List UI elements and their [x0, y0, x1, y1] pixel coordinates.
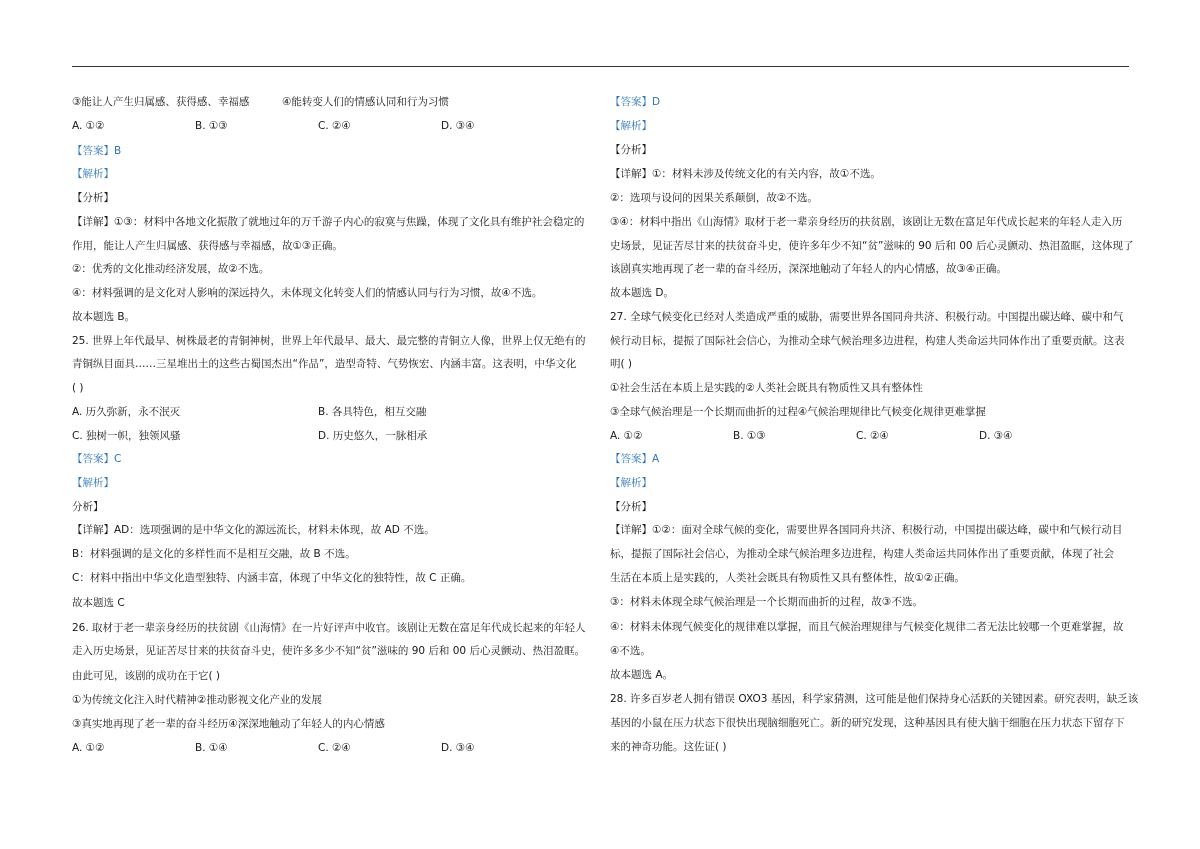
q27-stem-1: 27. 全球气候变化已经对人类造成严重的威胁，需要世界各国同舟共济、积极行动。中国提出碳达峰、碳中和气: [610, 311, 1124, 323]
q25-detail-1: 【详解】AD：选项强调的是中华文化的源远流长，材料未体现，故 AD 不选。: [72, 524, 435, 536]
q24-detail-3: ②：优秀的文化推动经济发展，故②不选。: [72, 263, 270, 275]
q27-detail-4: ③：材料未体现全球气候治理是一个长期而曲折的过程，故③不选。: [610, 596, 923, 608]
q28-stem-2: 基因的小鼠在压力状态下很快出现脑细胞死亡。新的研究发现，这种基因具有使大脑干细胞在压力状态下留存下: [610, 717, 1125, 729]
q24-detail-2: 作用，能让人产生归属感、获得感与幸福感，故①③正确。: [72, 240, 343, 252]
q27-analysis-tag: 【解析】: [610, 477, 652, 489]
q24-detail-4: ④：材料强调的是文化对人影响的深远持久，未体现文化转变人们的情感认同与行为习惯，故④不选。: [72, 287, 543, 299]
q26-final: 故本题选 D。: [610, 287, 674, 299]
q24-analysis-tag: 【解析】: [72, 168, 114, 180]
header-rule: [72, 66, 1129, 67]
q24-option-4: ④能转变人们的情感认同和行为习惯: [282, 96, 449, 108]
q25-fenxi: 分析】: [72, 501, 104, 513]
q27-answer: 【答案】A: [610, 453, 660, 465]
q25-choice-a: A. 历久弥新，永不泯灭: [72, 406, 181, 418]
q24-final: 故本题选 B。: [72, 311, 136, 323]
q28-stem-1: 28. 许多百岁老人拥有错误 OXO3 基因，科学家猜测，这可能是他们保持身心活跃的关键因素。研究表明，缺乏该: [610, 693, 1139, 705]
q25-choice-d: D. 历史悠久，一脉相承: [318, 430, 428, 442]
q26-detail-3: ③④：材料中指出《山海情》取材于老一辈亲身经历的扶贫剧，该剧让无数在富足年代成长起来的年轻人走入历: [610, 216, 1123, 228]
q26-analysis-tag: 【解析】: [610, 120, 652, 132]
q26-detail-2: ②：选项与设问的因果关系颠倒，故②不选。: [610, 192, 818, 204]
q26-fenxi: 【分析】: [610, 144, 652, 156]
q26-choice-a: A. ①②: [72, 742, 105, 754]
q27-option-2: ③全球气候治理是一个长期而曲折的过程④气候治理规律比气候变化规律更难掌握: [610, 406, 986, 418]
q27-stem-2: 候行动目标，提振了国际社会信心，为推动全球气候治理多边进程，构建人类命运共同体作出了重要贡献。这表: [610, 335, 1125, 347]
q28-stem-3: 来的神奇功能。这佐证( ): [610, 741, 727, 753]
q27-detail-3: 生活在本质上是实践的，人类社会既具有物质性又具有整体性，故①②正确。: [610, 572, 965, 584]
q25-detail-3: C：材料中指出中华文化造型独特、内涵丰富，体现了中华文化的独特性，故 C 正确。: [72, 572, 472, 584]
q26-option-2: ③真实地再现了老一辈的奋斗经历④深深地触动了年轻人的内心情感: [72, 718, 385, 730]
q25-choice-b: B. 各具特色，相互交融: [318, 406, 427, 418]
q24-choice-b: B. ①③: [195, 120, 228, 132]
q25-stem-1: 25. 世界上年代最早、树株最老的青铜神树，世界上年代最早、最大、最完整的青铜立人像，世界上仅无绝有的: [72, 335, 586, 347]
q26-stem-3: 由此可见，该剧的成功在于它( ): [72, 670, 221, 682]
q27-detail-5: ④：材料未体现气候变化的规律难以掌握，而且气候治理规律与气候变化规律二者无法比较哪一个更难掌握，故: [610, 621, 1124, 633]
q27-choice-b: B. ①③: [733, 430, 766, 442]
q27-final: 故本题选 A。: [610, 669, 674, 681]
q25-final: 故本题选 C: [72, 597, 125, 609]
q27-choice-d: D. ③④: [979, 430, 1013, 442]
q25-answer: 【答案】C: [72, 453, 122, 465]
q24-choice-c: C. ②④: [318, 120, 351, 132]
q27-stem-3: 明( ): [610, 358, 633, 370]
q24-detail-1: 【详解】①③：材料中各地文化振散了就地过年的万千游子内心的寂寞与焦躁，体现了文化具有维护社会稳定的: [72, 216, 585, 228]
q24-option-line: [72, 95, 590, 109]
q25-stem-2: 青铜纵目面具……三星堆出土的这些古蜀国杰出“作品”，造型奇特、气势恢宏、内涵丰富。这表明，中华文化: [72, 358, 577, 370]
q26-stem-1: 26. 取材于老一辈亲身经历的扶贫剧《山海情》在一片好评声中收官。该剧让无数在富足年代成长起来的年轻人: [72, 622, 586, 634]
q26-detail-4: 史场景，见证苦尽甘来的扶贫奋斗史，使许多年少不知“贫”滋味的 90 后和 00 后心灵颤动、热泪盈眶，这体现了: [610, 240, 1134, 252]
q24-choice-d: D. ③④: [441, 120, 475, 132]
q24-option-3: ③能让人产生归属感、获得感、幸福感: [72, 96, 250, 108]
q25-stem-3: ( ): [72, 382, 84, 394]
q26-stem-2: 走入历史场景，见证苦尽甘来的扶贫奋斗史，使许多多少不知“贫”滋味的 90 后和 00 后心灵颤动、热泪盈眶。: [72, 645, 585, 657]
q27-choice-c: C. ②④: [856, 430, 889, 442]
q25-choice-c: C. 独树一帜，独领风骚: [72, 430, 181, 442]
q27-fenxi: 【分析】: [610, 501, 652, 513]
q26-choice-d: D. ③④: [441, 742, 475, 754]
q24-fenxi: 【分析】: [72, 192, 114, 204]
q25-detail-2: B：材料强调的是文化的多样性而不是相互交融，故 B 不选。: [72, 548, 356, 560]
q25-analysis-tag: 【解析】: [72, 477, 114, 489]
q26-detail-5: 该剧真实地再现了老一辈的奋斗经历，深深地触动了年轻人的内心情感，故③④正确。: [610, 263, 1007, 275]
q26-answer: 【答案】D: [610, 96, 661, 108]
q27-detail-2: 标，提振了国际社会信心，为推动全球气候治理多边进程，构建人类命运共同体作出了重要贡献，体现了社会: [610, 548, 1114, 560]
q26-choice-c: C. ②④: [318, 742, 351, 754]
q26-detail-1: 【详解】①：材料未涉及传统文化的有关内容，故①不选。: [610, 168, 881, 180]
q27-choice-a: A. ①②: [610, 430, 643, 442]
q27-detail-1: 【详解】①②：面对全球气候的变化，需要世界各国同舟共济、积极行动，中国提出碳达峰，碳中和气候行动目: [610, 524, 1123, 536]
q27-option-1: ①社会生活在本质上是实践的②人类社会既具有物质性又具有整体性: [610, 382, 923, 394]
q26-option-1: ①为传统文化注入时代精神②推动影视文化产业的发展: [72, 694, 322, 706]
q24-answer: 【答案】B: [72, 145, 122, 157]
q24-choice-a: A. ①②: [72, 120, 105, 132]
q26-choice-b: B. ①④: [195, 742, 228, 754]
q27-detail-6: ④不选。: [610, 645, 651, 657]
